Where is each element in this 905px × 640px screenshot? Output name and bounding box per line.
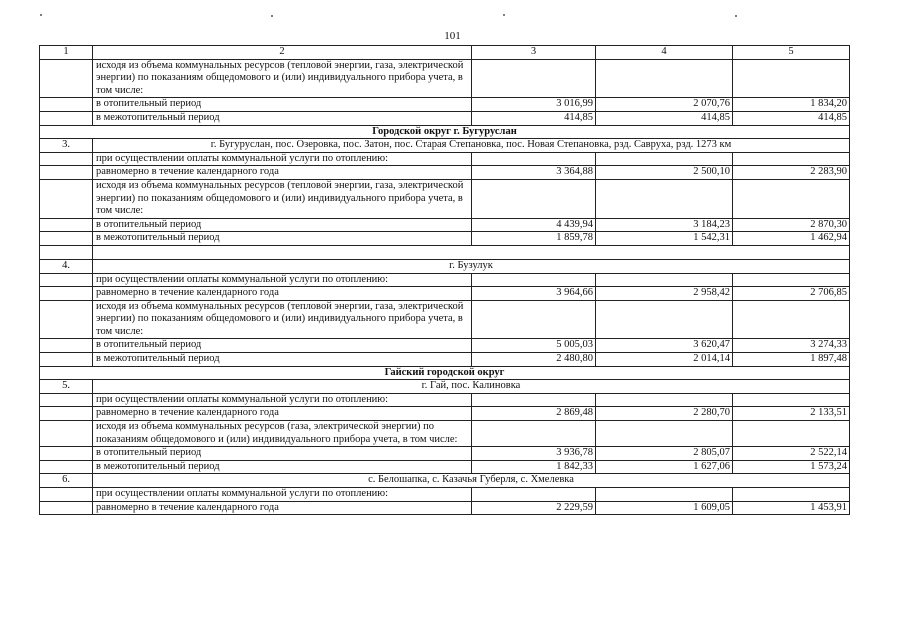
value-cell: 2 869,48 <box>472 407 596 421</box>
table-row <box>40 98 850 112</box>
value-cell: 4 439,94 <box>472 218 596 232</box>
value-cell: 3 964,66 <box>472 287 596 301</box>
description-cell: исходя из объема коммунальных ресурсов (тепловой энергии, газа, электрической энергии) по показаниям общедомового и (или) индивидуального прибора учета, в том числе: <box>93 179 472 218</box>
empty-cell <box>733 421 850 447</box>
description-cell: равномерно в течение календарного года <box>93 166 472 180</box>
header-cell: 5 <box>733 46 850 60</box>
empty-cell <box>40 166 93 180</box>
value-cell: 2 280,70 <box>596 407 733 421</box>
value-cell: 414,85 <box>596 111 733 125</box>
empty-cell <box>596 152 733 166</box>
empty-cell <box>472 300 596 339</box>
empty-cell <box>596 421 733 447</box>
empty-cell <box>596 179 733 218</box>
description-cell: в отопительный период <box>93 98 472 112</box>
empty-cell <box>40 111 93 125</box>
empty-cell <box>733 488 850 502</box>
value-cell: 2 070,76 <box>596 98 733 112</box>
empty-cell <box>472 273 596 287</box>
tariff-table-body <box>40 46 850 515</box>
tariff-table <box>39 45 850 515</box>
description-cell: в отопительный период <box>93 339 472 353</box>
value-cell: 1 542,31 <box>596 232 733 246</box>
section-title: Гайский городской округ <box>40 366 850 380</box>
description-cell: в межотопительный период <box>93 353 472 367</box>
table-row <box>40 353 850 367</box>
table-row <box>40 366 850 380</box>
empty-cell <box>40 152 93 166</box>
empty-cell <box>596 273 733 287</box>
table-row <box>40 421 850 447</box>
value-cell: 3 620,47 <box>596 339 733 353</box>
empty-cell <box>40 300 93 339</box>
value-cell: 2 133,51 <box>733 407 850 421</box>
empty-cell <box>596 300 733 339</box>
description-cell: при осуществлении оплаты коммунальной услуги по отоплению: <box>93 488 472 502</box>
header-cell: 4 <box>596 46 733 60</box>
value-cell: 1 453,91 <box>733 501 850 515</box>
value-cell: 2 805,07 <box>596 447 733 461</box>
table-row <box>40 59 850 98</box>
empty-cell <box>40 179 93 218</box>
empty-cell <box>733 59 850 98</box>
table-row <box>40 166 850 180</box>
value-cell: 414,85 <box>472 111 596 125</box>
location-name: г. Бузулук <box>93 259 850 273</box>
value-cell: 414,85 <box>733 111 850 125</box>
empty-cell <box>40 447 93 461</box>
description-cell: равномерно в течение календарного года <box>93 501 472 515</box>
table-row <box>40 447 850 461</box>
value-cell: 1 462,94 <box>733 232 850 246</box>
value-cell: 1 834,20 <box>733 98 850 112</box>
location-name: г. Гай, пос. Калиновка <box>93 380 850 394</box>
empty-cell <box>472 59 596 98</box>
empty-cell <box>40 339 93 353</box>
value-cell: 5 005,03 <box>472 339 596 353</box>
table-row <box>40 111 850 125</box>
location-name: г. Бугуруслан, пос. Озеровка, пос. Затон, пос. Старая Степановка, пос. Новая Степановка, рзд. Савруха, рзд. 1273 км <box>93 139 850 153</box>
empty-cell <box>733 393 850 407</box>
value-cell: 2 283,90 <box>733 166 850 180</box>
value-cell: 2 958,42 <box>596 287 733 301</box>
table-row <box>40 300 850 339</box>
description-cell: равномерно в течение календарного года <box>93 407 472 421</box>
description-cell: исходя из объема коммунальных ресурсов (тепловой энергии, газа, электрической энергии) по показаниям общедомового и (или) индивидуального прибора учета, в том числе: <box>93 300 472 339</box>
description-cell: при осуществлении оплаты коммунальной услуги по отоплению: <box>93 152 472 166</box>
description-cell: в межотопительный период <box>93 460 472 474</box>
description-cell: в отопительный период <box>93 218 472 232</box>
row-number: 5. <box>40 380 93 394</box>
table-row <box>40 179 850 218</box>
value-cell: 1 627,06 <box>596 460 733 474</box>
table-row <box>40 339 850 353</box>
table-row <box>40 245 850 259</box>
description-cell: исходя из объема коммунальных ресурсов (газа, электрической энергии) по показаниям общедомового и (или) индивидуального прибора учета, в том числе: <box>93 421 472 447</box>
row-number: 3. <box>40 139 93 153</box>
empty-cell <box>472 393 596 407</box>
empty-cell <box>733 300 850 339</box>
empty-cell <box>733 152 850 166</box>
value-cell: 1 897,48 <box>733 353 850 367</box>
empty-cell <box>40 488 93 502</box>
table-row <box>40 287 850 301</box>
description-cell: в межотопительный период <box>93 111 472 125</box>
value-cell: 1 573,24 <box>733 460 850 474</box>
description-cell: равномерно в течение календарного года <box>93 287 472 301</box>
page-number: 101 <box>444 30 461 42</box>
table-row <box>40 259 850 273</box>
header-cell: 2 <box>93 46 472 60</box>
table-row <box>40 393 850 407</box>
value-cell: 2 500,10 <box>596 166 733 180</box>
empty-cell <box>40 460 93 474</box>
value-cell: 2 014,14 <box>596 353 733 367</box>
empty-cell <box>596 393 733 407</box>
table-row <box>40 488 850 502</box>
table-row <box>40 232 850 246</box>
value-cell: 1 859,78 <box>472 232 596 246</box>
header-cell: 1 <box>40 46 93 60</box>
empty-cell <box>472 421 596 447</box>
description-cell: при осуществлении оплаты коммунальной услуги по отоплению: <box>93 393 472 407</box>
empty-cell <box>40 245 93 259</box>
value-cell: 2 522,14 <box>733 447 850 461</box>
empty-cell <box>40 287 93 301</box>
empty-cell <box>93 245 850 259</box>
value-cell: 3 184,23 <box>596 218 733 232</box>
empty-cell <box>40 407 93 421</box>
table-row <box>40 125 850 139</box>
value-cell: 2 229,59 <box>472 501 596 515</box>
empty-cell <box>596 59 733 98</box>
value-cell: 3 274,33 <box>733 339 850 353</box>
empty-cell <box>40 273 93 287</box>
empty-cell <box>40 393 93 407</box>
table-row <box>40 273 850 287</box>
table-row <box>40 474 850 488</box>
table-row <box>40 501 850 515</box>
table-row <box>40 152 850 166</box>
table-row <box>40 218 850 232</box>
empty-cell <box>733 179 850 218</box>
value-cell: 1 609,05 <box>596 501 733 515</box>
row-number: 4. <box>40 259 93 273</box>
table-row <box>40 460 850 474</box>
empty-cell <box>40 218 93 232</box>
header-cell: 3 <box>472 46 596 60</box>
row-number: 6. <box>40 474 93 488</box>
description-cell: исходя из объема коммунальных ресурсов (тепловой энергии, газа, электрической энергии) по показаниям общедомового и (или) индивидуального прибора учета, в том числе: <box>93 59 472 98</box>
description-cell: в межотопительный период <box>93 232 472 246</box>
empty-cell <box>40 421 93 447</box>
empty-cell <box>40 501 93 515</box>
description-cell: при осуществлении оплаты коммунальной услуги по отоплению: <box>93 273 472 287</box>
empty-cell <box>733 273 850 287</box>
value-cell: 3 936,78 <box>472 447 596 461</box>
value-cell: 3 364,88 <box>472 166 596 180</box>
empty-cell <box>472 179 596 218</box>
empty-cell <box>472 488 596 502</box>
value-cell: 1 842,33 <box>472 460 596 474</box>
empty-cell <box>40 98 93 112</box>
table-row <box>40 139 850 153</box>
table-row <box>40 407 850 421</box>
empty-cell <box>40 353 93 367</box>
empty-cell <box>472 152 596 166</box>
header-row <box>40 46 850 60</box>
empty-cell <box>40 232 93 246</box>
section-title: Городской округ г. Бугуруслан <box>40 125 850 139</box>
description-cell: в отопительный период <box>93 447 472 461</box>
location-name: с. Белошапка, с. Казачья Губерля, с. Хмелевка <box>93 474 850 488</box>
empty-cell <box>596 488 733 502</box>
value-cell: 2 480,80 <box>472 353 596 367</box>
table-row <box>40 380 850 394</box>
empty-cell <box>40 59 93 98</box>
value-cell: 3 016,99 <box>472 98 596 112</box>
value-cell: 2 706,85 <box>733 287 850 301</box>
value-cell: 2 870,30 <box>733 218 850 232</box>
